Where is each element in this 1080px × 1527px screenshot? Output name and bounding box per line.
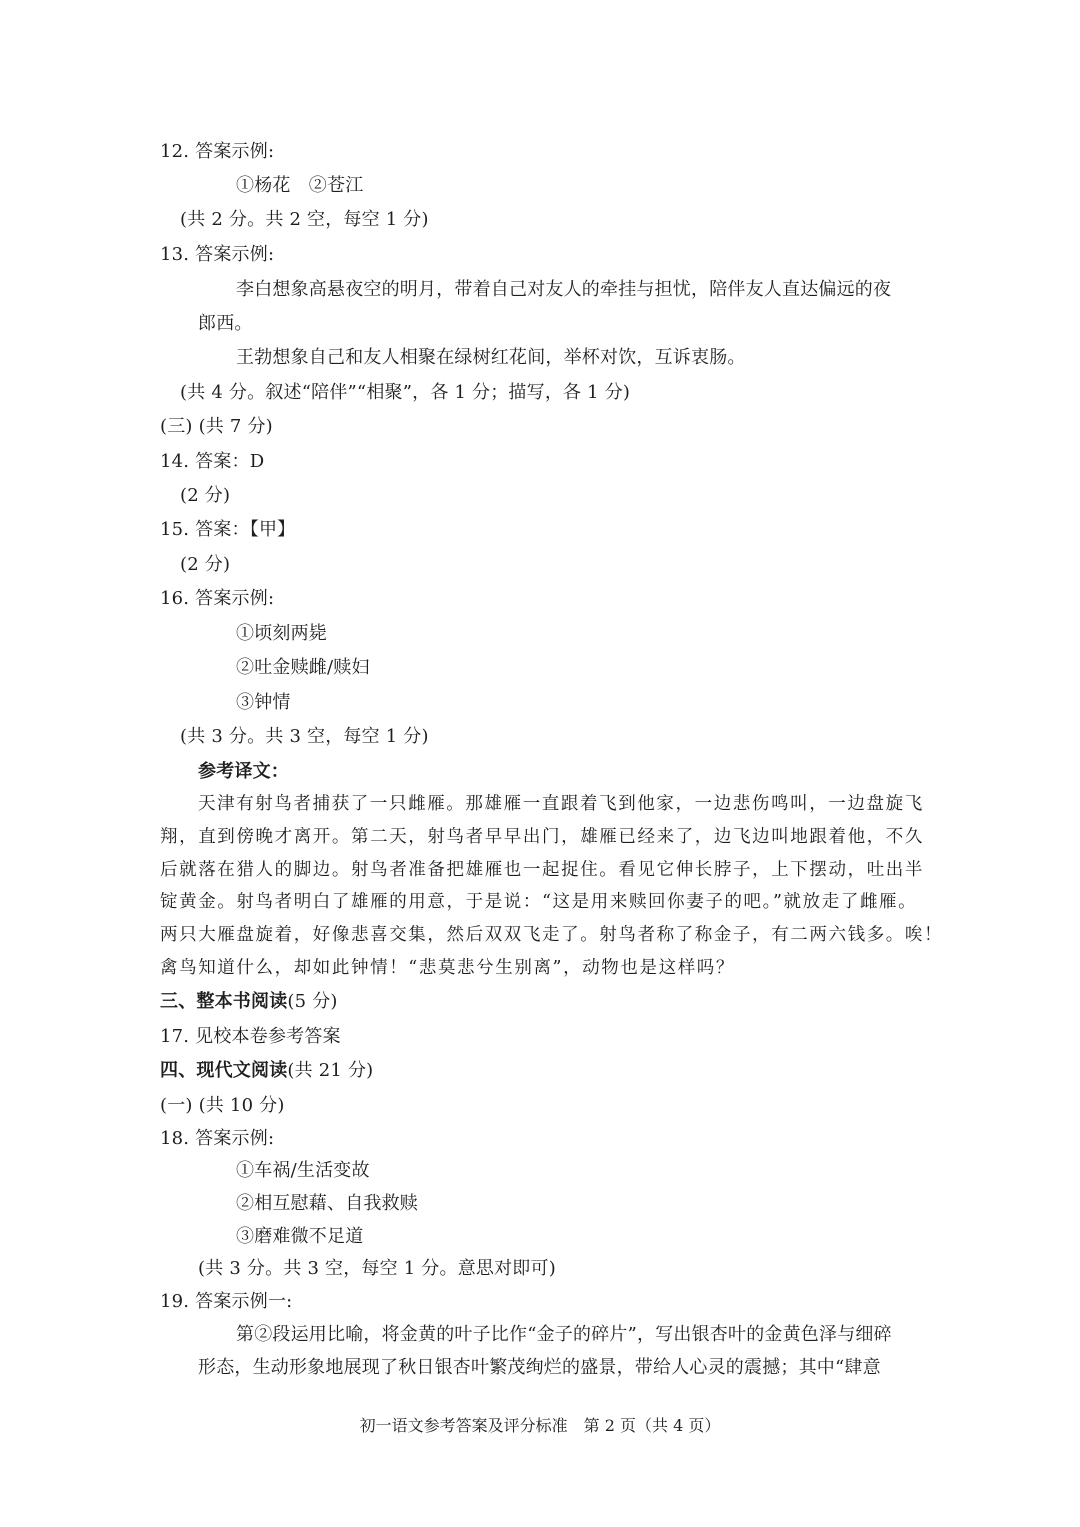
q13-para1-line2: 郎西。 — [198, 313, 253, 334]
q16-answer-2: ②吐金赎雌/赎妇 — [236, 657, 370, 678]
q18-answer-3: ③磨难微不足道 — [236, 1226, 364, 1247]
q17-text: 17. 见校本卷参考答案 — [160, 1026, 341, 1047]
part-4-score: (共 21 分) — [287, 1060, 374, 1081]
translation-line: 后就落在猎人的脚边。射鸟者准备把雄雁也一起捉住。看见它伸长脖子，上下摆动，吐出半 — [160, 860, 924, 880]
page-footer: 初一语文参考答案及评分标准 第 2 页（共 4 页） — [359, 1416, 721, 1435]
q12-heading: 12. 答案示例: — [160, 141, 275, 162]
q18-heading: 18. 答案示例: — [160, 1128, 275, 1149]
q12-score: (共 2 分。共 2 空，每空 1 分) — [180, 209, 429, 230]
section-1-heading: (一) (共 10 分) — [160, 1095, 285, 1116]
part-4-title: 四、现代文阅读 — [160, 1060, 288, 1081]
q18-score: (共 3 分。共 3 空，每空 1 分。意思对即可) — [198, 1258, 556, 1279]
q16-score: (共 3 分。共 3 空，每空 1 分) — [180, 726, 429, 747]
q15-heading: 15. 答案：【甲】 — [160, 519, 296, 540]
q19-heading: 19. 答案示例一: — [160, 1291, 293, 1312]
q12-answers: ①杨花 ②苍江 — [236, 175, 364, 196]
translation-line: 禽鸟知道什么，却如此钟情！“悲莫悲兮生别离”，动物也是这样吗？ — [160, 958, 735, 978]
section-3-heading: (三) (共 7 分) — [160, 416, 273, 437]
part-3-title: 三、整本书阅读 — [160, 991, 288, 1012]
q14-score: (2 分) — [180, 485, 231, 506]
q19-line1: 第②段运用比喻，将金黄的叶子比作“金子的碎片”，写出银杏叶的金黄色泽与细碎 — [236, 1324, 892, 1345]
q18-answer-1: ①车祸/生活变故 — [236, 1160, 370, 1181]
translation-line: 锭黄金。射鸟者明白了雄雁的用意，于是说：“这是用来赎回你妻子的吧。”就放走了雌雁。 — [160, 892, 918, 912]
part-3-score: (5 分) — [287, 991, 338, 1012]
q16-answer-1: ①顷刻两毙 — [236, 623, 327, 644]
translation-line: 两只大雁盘旋着，好像悲喜交集，然后双双飞走了。射鸟者称了称金子，有二两六钱多。唉！ — [160, 925, 944, 945]
part-3-heading — [160, 990, 338, 1014]
q13-heading: 13. 答案示例: — [160, 244, 275, 265]
translation-line: 天津有射鸟者捕获了一只雌雁。那雄雁一直跟着飞到他家，一边悲伤鸣叫，一边盘旋飞 — [198, 794, 924, 814]
q13-para2: 王勃想象自己和友人相聚在绿树红花间，举杯对饮，互诉衷肠。 — [236, 347, 746, 368]
translation-line: 翔，直到傍晚才离开。第二天，射鸟者早早出门，雄雁已经来了，边飞边叫地跟着他，不久 — [160, 827, 924, 847]
q18-answer-2: ②相互慰藉、自我救赎 — [236, 1193, 418, 1214]
q16-answer-3: ③钟情 — [236, 692, 291, 713]
q14-heading: 14. 答案：D — [160, 451, 265, 472]
q15-score: (2 分) — [180, 554, 231, 575]
q19-line2: 形态，生动形象地展现了秋日银杏叶繁茂绚烂的盛景，带给人心灵的震撼；其中“肆意 — [198, 1357, 881, 1378]
q16-heading: 16. 答案示例: — [160, 588, 275, 609]
translation-title: 参考译文： — [198, 761, 289, 782]
q13-score: (共 4 分。叙述“陪伴”“相聚”，各 1 分；描写，各 1 分) — [180, 382, 631, 403]
part-4-heading — [160, 1059, 373, 1083]
q13-para1-line1: 李白想象高悬夜空的明月，带着自己对友人的牵挂与担忧，陪伴友人直达偏远的夜 — [236, 279, 892, 300]
